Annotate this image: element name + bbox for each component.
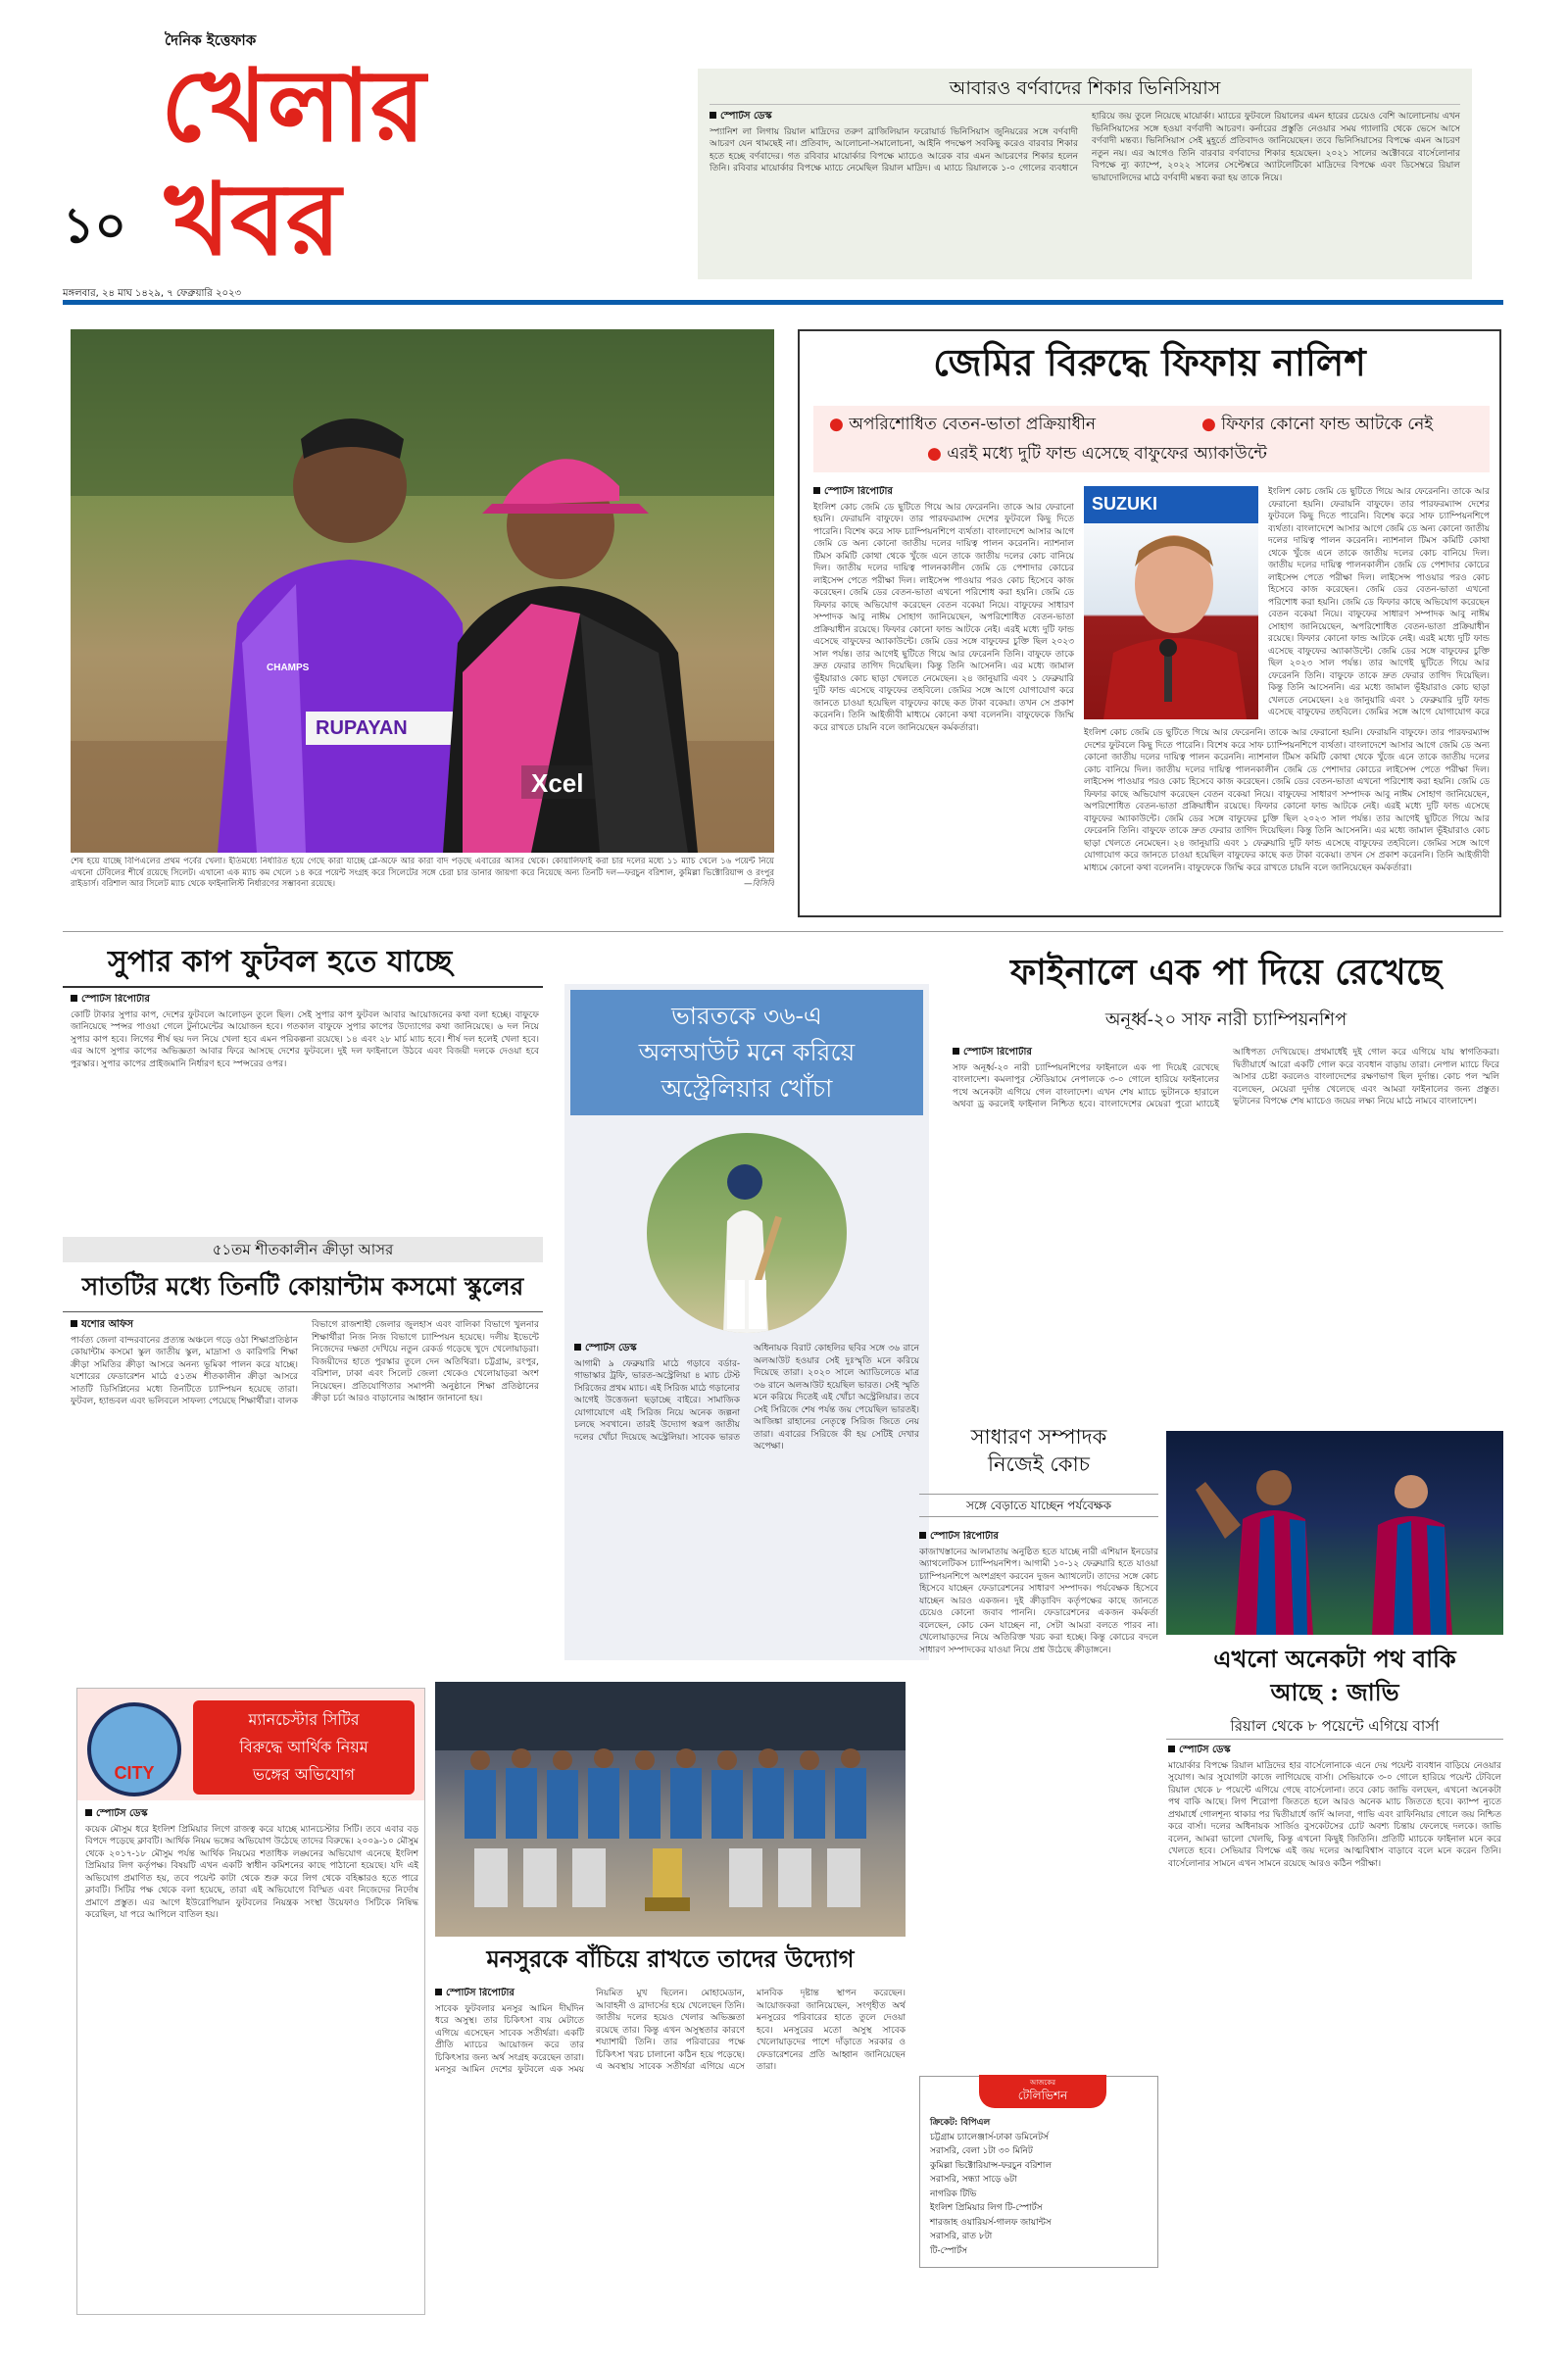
- brand-small: দৈনিক ইত্তেফাক: [165, 31, 257, 49]
- xavi-headline-1: এখনো অনেকটা পথ বাকি: [1213, 1645, 1456, 1673]
- winter-rule: [63, 1311, 543, 1312]
- mansur-story: [435, 1943, 906, 2325]
- section-divider: [63, 931, 1503, 932]
- xavi-subhead: রিয়াল থেকে ৮ পয়েন্টে এগিয়ে বার্সা: [1166, 1715, 1503, 1740]
- saff-byline: স্পোর্টস রিপোর্টার: [953, 1047, 1219, 1059]
- tv-listing: [930, 2116, 1153, 2258]
- cricket-caption-text: শেষ হয়ে যাচ্ছে বিপিএলের প্রথম পর্বের খেলা। ইতিমধ্যে নির্ধারিত হয়ে গেছে কারা যাচ্ছে প্লে-অফে আর কারা বাদ পড়ছে এবারের আসর থেকে। কোয়ালিফাই করা চার দলের মধ্যে ১১ ম্যাচ খেলে ১৬ পয়েন্ট নিয়ে এখনো টেবিলের শীর্ষে রয়েছে সিলেট। এখানো এক ম্যাচ কম খেলে ১৪ করে পয়েন্ট সংগ্রহ করে সিলেটের সঙ্গে চেরা চার ডানার জায়গা করে নিয়েছে অন্য তিনটি দল—ফরচুন বরিশাল, কুমিল্লা ভিক্টোরিয়ান্স ও রংপুর রাইডার্স। বরিশাল আর সিলেট ম্যাচ থেকে ফাইনালিস্ট নির্ধারণের সম্ভাবনা রয়েছে।: [71, 857, 774, 889]
- city-logo-text: CITY: [114, 1763, 155, 1783]
- man-city-headline-2: বিরুদ্ধে আর্থিক নিয়ম: [239, 1738, 368, 1756]
- coach-story: [919, 1423, 1158, 2099]
- jemy-col-bottom: [1084, 727, 1490, 908]
- tv-badge-title: টেলিভিশন: [1017, 2089, 1068, 2102]
- jersey-left-text: RUPAYAN: [316, 717, 408, 739]
- super-cup-text: কোটি টাকার সুপার কাপ, দেশের ফুটবলে আলোড়ন তুলে ছিল। সেই সুপার কাপ ফুটবল আবার আয়োজনের কথা বলা হচ্ছে। বাফুফে জানিয়েছে স্পন্সর পাওয়া গেলে টুর্নামেন্টের আয়োজন হবে। গতকাল বাফুফে সুপার কাপের উদ্যোগের কথা জানিয়েছে। ৬ দল নিয়ে সুপার কাপ হবে। লিগের শীর্ষ ছয় দল নিয়ে খেলা হবে এমন পরিকল্পনা রয়েছে। ১৪ এবং ২৮ মার্চ ম্যাচ হবে। শীর্ষ দল হলেই খেলা হবে। এর আগে সুপার কাপের অভিজ্ঞতা আবার ফিরে আসছে দেশের ফুটবলে। দুই দল ফাইনালে উঠবে এবং বিজয়ী দলকে দেওয়া হবে পুরস্কার। সুপার কাপের প্রাইজমানি নির্ধারণ হবে স্পন্সরের ওপর।: [71, 1009, 539, 1069]
- vinicius-headline: আবারও বর্ণবাদের শিকার ভিনিসিয়াস: [710, 76, 1460, 105]
- australia-headline-2: অলআউট মনে করিয়ে: [638, 1038, 856, 1066]
- tv-line: শারজাহ ওয়ারিয়র্স-গালফ জায়ান্টস: [930, 2217, 1052, 2228]
- jemy-bullet-2-text: ফিফার কোনো ফান্ড আটকে নেই: [1221, 415, 1434, 434]
- super-cup-byline: স্পোর্টস রিপোর্টার: [71, 994, 539, 1007]
- tv-line: ক্রিকেট: বিপিএল: [930, 2118, 991, 2128]
- masthead: [63, 29, 455, 284]
- australia-byline: স্পোর্টস ডেস্ক: [574, 1343, 740, 1355]
- date-line: মঙ্গলবার, ২৪ মাঘ ১৪২৯, ৭ ফেব্রুয়ারি ২০২৩: [63, 288, 241, 299]
- super-cup-rule: [63, 986, 543, 988]
- jemy-col-right: [1268, 486, 1490, 719]
- tv-line: চট্টগ্রাম চ্যালেঞ্জার্স-ঢাকা ডমিনেটর্স: [930, 2132, 1049, 2142]
- super-cup-story: [63, 943, 543, 1237]
- coach-headline-2: নিজেই কোচ: [987, 1452, 1090, 1476]
- man-city-body: [85, 1808, 418, 2308]
- australia-story: [564, 984, 929, 1660]
- players-illustration: [71, 329, 774, 853]
- winter-section-label: ৫১তম শীতকালীন ক্রীড়া আসর: [63, 1237, 543, 1262]
- barcelona-photo: [1166, 1431, 1503, 1635]
- vinicius-story: [698, 69, 1472, 279]
- man-city-story: [76, 1688, 425, 2315]
- jemy-headline: জেমির বিরুদ্ধে ফিফায় নালিশ: [933, 340, 1366, 384]
- cricket-caption: [71, 857, 774, 911]
- photo-credit: —বিসিবি: [744, 879, 774, 889]
- masthead-title-line1: খেলার: [161, 48, 426, 165]
- australia-headline-3: অস্ট্রেলিয়ার খোঁচা: [661, 1074, 833, 1103]
- jemy-photo-text: SUZUKI: [1092, 494, 1157, 514]
- xavi-body: [1168, 1745, 1501, 2327]
- mansur-body: [435, 1988, 906, 2321]
- jemy-text: ইংলিশ কোচ জেমি ডে ছুটিতে গিয়ে আর ফেরেননি। তাকে আর ফেরানো হয়নি। ফেরায়নি বাফুফে। তার পারফরম্যান্স দেশের ফুটবলে কিছু দিতে পারেনি। বিশেষ করে সাফ চ্যাম্পিয়নশিপে ব্যর্থতা। বাংলাদেশে আসার আগে জেমি ডে অন্য কোনো জাতীয় দলের দায়িত্ব পালন করেননি। ন্যাশনাল টিমস কমিটি কোথা থেকে খুঁজে এনে তাকে জাতীয় দলের কোচ বানিয়ে দিল। জাতীয় দলের দায়িত্ব পালনকালীন জেমি ডে পেশাদার কোচের লাইসেন্স পেতে পরীক্ষা দিল। লাইসেন্স পাওয়ার পরও কোচ হিসেবে কাজ করেছেন। জেমি ডের বেতন-ভাতা এখনো পরিশোধ করা হয়নি। জেমি ডে ফিফার কাছে অভিযোগ করেছেন বেতন বকেয়া নিয়ে। বাফুফের সাধারণ সম্পাদক আবু নাঈম সোহাগ জানিয়েছেন, অপরিশোধিত বেতন-ভাতা প্রক্রিয়াধীন রয়েছে। ফিফার কোনো ফান্ড আটকে নেই। এরই মধ্যে দুটি ফান্ড এসেছে বাফুফের অ্যাকাউন্টে। জেমি ডের সঙ্গে বাফুফের চুক্তি ছিল ২০২৩ সাল পর্যন্ত। তার আগেই ছুটিতে গিয়ে আর ফেরেননি তিনি। বাফুফে তাকে দ্রুত ফেরার তাগিদ দিয়েছিল। কিন্তু তিনি আসেননি। এর মধ্যে জামাল ভূঁইয়ারাও কোচ ছাড়া খেলতে নেমেছেন। ২৪ জানুয়ারি এবং ১ ফেব্রুয়ারি দুটি ফান্ড এসেছে বাফুফের তহবিলে। জেমির সঙ্গে আগে যোগাযোগ করে জানতে চাওয়া হয়েছিল বাফুফের কাছে কত টাকা বকেয়া। তখন সে প্রকাশ করেননি। তিনি আইজীবী মাধ্যমে কোনো কথা বলেননি। বাফুফেকে জিম্মি করে রাখতে চায়নি বলে জানিয়েছেন কর্মকর্তারা।: [813, 502, 1074, 733]
- vinicius-text: স্প্যানিশ লা লিগায় রিয়াল মাদ্রিদের তরুণ ব্রাজিলিয়ান ফরোয়ার্ড ভিনিসিয়াস জুনিয়রের সঙ্গে বর্ণবাদী আচরণ যেন থামছেই না। প্রতিবাদ, আলোচনা-সমালোচনা, আইনি পদক্ষেপ সবকিছু করেও বারবার শিকার হতে হচ্ছে বর্ণবাদের। গত রবিবার মায়োর্কার বিপক্ষে ম্যাচেও আরেক বার এমন আচরণের শিকার হলেন তিনি। রবিবার মায়োর্কার বিপক্ষে ম্যাচে নেমেছিল রিয়াল মাদ্রিদ। এ ম্যাচে রিয়ালকে ১-০ গোলের ব্যবধানে হারিয়ে জয় তুলে নিয়েছে মায়োর্কা। ম্যাচের ফুটবলে রিয়ালের এমন হারের চেয়েও বেশি আলোচনায় এখন ভিনিসিয়াসের সঙ্গে হওয়া বর্ণবাদী আচরণ। কর্নারের প্রস্তুতি নেওয়ার সময় গ্যালারি থেকে ভেসে আসে বর্ণবাদী মন্তব্য। ভিনিসিয়াস সেই মুহূর্তে প্রতিবাদও জানিয়েছেন। তবে ভিনিসিয়াসের বিপক্ষে এমন আচরণ নতুন নয়। এর আগেও তিনি বারবার বর্ণবাদের শিকার হয়েছেন। ২০২১ সালের অক্টোবরে বার্সেলোনার বিপক্ষে ন্যু ক্যাম্পে, ২০২২ সালের সেপ্টেম্বরে অ্যাটলেটিকো মাদ্রিদের বিপক্ষে এবং ডিসেম্বরে রিয়াল ভায়াদোলিদের মাঠে বর্ণবাদী মন্তব্য করা হয় তাকে নিয়ে।: [710, 112, 1460, 183]
- jemy-bullet-1-text: অপরিশোধিত বেতন-ভাতা প্রক্রিয়াধীন: [849, 415, 1097, 434]
- batsman-illustration: [647, 1133, 847, 1333]
- vinicius-byline: স্পোর্টস ডেস্ক: [710, 111, 1078, 123]
- man-city-byline: স্পোর্টস ডেস্ক: [85, 1808, 418, 1821]
- barca-players-illustration: [1166, 1431, 1503, 1635]
- cricket-players-photo: [71, 329, 774, 853]
- tv-badge-brand: আজকের: [1030, 2079, 1055, 2087]
- coach-headline-1: সাধারণ সম্পাদক: [970, 1425, 1107, 1449]
- masthead-rule: [63, 300, 1503, 305]
- man-city-headline-1: ম্যানচেস্টার সিটির: [248, 1710, 360, 1729]
- tv-line: সরাসরি, বেলা ১টা ৩০ মিনিট: [930, 2146, 1033, 2156]
- australia-headline-1: ভারতকে ৩৬-এ: [671, 1002, 822, 1030]
- jemy-story: [798, 329, 1501, 917]
- jemy-byline: স্পোর্টস রিপোর্টার: [813, 486, 1074, 499]
- team-illustration: [435, 1682, 906, 1937]
- coach-body: [919, 1531, 1158, 1992]
- man-city-headline-box: [193, 1700, 415, 1795]
- xavi-byline: স্পোর্টস ডেস্ক: [1168, 1745, 1501, 1757]
- australia-body: [574, 1343, 919, 1652]
- saff-subhead: অনূর্ধ্ব-২০ সাফ নারী চ্যাম্পিয়নশিপ: [1104, 1009, 1348, 1030]
- jersey-left-small: CHAMPS: [267, 663, 310, 673]
- coach-byline: স্পোর্টস রিপোর্টার: [919, 1531, 1158, 1544]
- jemy-bullet-1: ● অপরিশোধিত বেতন-ভাতা প্রক্রিয়াধীন: [829, 415, 1097, 434]
- mansur-headline: মনসুরকে বাঁচিয়ে রাখতে তাদের উদ্যোগ: [486, 1944, 855, 1973]
- winter-body: [71, 1319, 539, 1662]
- saff-body: [953, 1047, 1499, 1376]
- winter-sports-story: [63, 1237, 543, 1668]
- jemy-bullet-3-text: এরই মধ্যে দুটি ফান্ড এসেছে বাফুফের অ্যাকাউন্টে: [947, 444, 1267, 464]
- winter-text: পার্বত্য জেলা বান্দরবানের প্রত্যন্ত অঞ্চলে গড়ে ওঠা শিক্ষাপ্রতিষ্ঠান কোয়ান্টাম কসমো স্কুল জাতীয় স্কুল, মাদ্রাসা ও কারিগরি শিক্ষা ক্রীড়া সমিতির ক্রীড়া আসরে অনন্য ভূমিকা পালন করে যাচ্ছে। যশোরের ফেডারেশন মাঠে ৫১তম শীতকালীন ক্রীড়া আসরে সাতটি ডিসিপ্লিনের মধ্যে তিনটিতে চ্যাম্পিয়ন হয়েছে তারা। ফুটবল, হ্যান্ডবল এবং ভলিবলে সাফল্য পেয়েছে শিক্ষার্থীরা। বালক বিভাগে রাজশাহী জেলার জুলহাস এবং বালিকা বিভাগে খুলনার শিক্ষার্থীরা নিজ নিজ বিভাগে চ্যাম্পিয়ন হয়েছে। দলীয় ইভেন্টে নিজেদের দক্ষতা দেখিয়ে নতুন রেকর্ড গড়েছে খুদে খেলোয়াড়রা। বিজয়ীদের হাতে পুরস্কার তুলে দেন অতিথিরা। চট্টগ্রাম, রংপুর, বরিশাল, ঢাকা এবং সিলেট জেলা থেকেও খেলোয়াড়রা অংশ নিয়েছেন। প্রতিযোগিতার সমাপনী অনুষ্ঠানে শিক্ষা প্রতিষ্ঠানের ক্রীড়া চর্চা আরও বাড়ানোর আহ্বান জানানো হয়।: [71, 1320, 539, 1406]
- tv-line: নাগরিক টিভি: [930, 2189, 977, 2199]
- vinicius-body: [710, 111, 1460, 275]
- tv-line: ইংলিশ প্রিমিয়ার লিগ টি-স্পোর্টস: [930, 2203, 1043, 2213]
- jemy-text-bottom: ইংলিশ কোচ জেমি ডে ছুটিতে গিয়ে আর ফেরেননি। তাকে আর ফেরানো হয়নি। ফেরায়নি বাফুফে। তার পারফরম্যান্স দেশের ফুটবলে কিছু দিতে পারেনি। বিশেষ করে সাফ চ্যাম্পিয়নশিপে ব্যর্থতা। বাংলাদেশে আসার আগে জেমি ডে অন্য কোনো জাতীয় দলের দায়িত্ব পালন করেননি। ন্যাশনাল টিমস কমিটি কোথা থেকে খুঁজে এনে তাকে জাতীয় দলের কোচ বানিয়ে দিল। জাতীয় দলের দায়িত্ব পালনকালীন জেমি ডে পেশাদার কোচের লাইসেন্স পেতে পরীক্ষা দিল। লাইসেন্স পাওয়ার পরও কোচ হিসেবে কাজ করেছেন। জেমি ডের বেতন-ভাতা এখনো পরিশোধ করা হয়নি। জেমি ডে ফিফার কাছে অভিযোগ করেছেন বেতন বকেয়া নিয়ে। বাফুফের সাধারণ সম্পাদক আবু নাঈম সোহাগ জানিয়েছেন, অপরিশোধিত বেতন-ভাতা প্রক্রিয়াধীন রয়েছে। ফিফার কোনো ফান্ড আটকে নেই। এরই মধ্যে দুটি ফান্ড এসেছে বাফুফের অ্যাকাউন্টে। জেমি ডের সঙ্গে বাফুফের চুক্তি ছিল ২০২৩ সাল পর্যন্ত। তার আগেই ছুটিতে গিয়ে আর ফেরেননি তিনি। বাফুফে তাকে দ্রুত ফেরার তাগিদ দিয়েছিল। কিন্তু তিনি আসেননি। এর মধ্যে জামাল ভূঁইয়ারাও কোচ ছাড়া খেলতে নেমেছেন। ২৪ জানুয়ারি এবং ১ ফেব্রুয়ারি দুটি ফান্ড এসেছে বাফুফের তহবিলে। জেমির সঙ্গে আগে যোগাযোগ করে জানতে চাওয়া হয়েছিল বাফুফের কাছে কত টাকা বকেয়া। তখন সে প্রকাশ করেননি। তিনি আইজীবী মাধ্যমে কোনো কথা বলেননি। বাফুফেকে জিম্মি করে রাখতে চায়নি বলে জানিয়েছেন কর্মকর্তারা।: [1084, 728, 1490, 873]
- jemy-col-left: [813, 486, 1074, 908]
- super-cup-body: [71, 994, 539, 1190]
- xavi-headline-2: আছে : জাভি: [1270, 1678, 1399, 1706]
- man-city-text: কয়েক মৌসুম ধরে ইংলিশ প্রিমিয়ার লিগে রাজত্ব করে যাচ্ছে ম্যানচেস্টার সিটি। তবে এবার বড় বিপদে পড়েছে ক্লাবটি। আর্থিক নিয়ম ভঙ্গের অভিযোগ উঠেছে তাদের বিরুদ্ধে। ২০০৯-১০ মৌসুম থেকে ২০১৭-১৮ মৌসুম পর্যন্ত আর্থিক নিয়মের শতাধিক লঙ্ঘনের অভিযোগ এনেছে ইংলিশ প্রিমিয়ার লিগ কর্তৃপক্ষ। বিষয়টি এখন একটি স্বাধীন কমিশনের কাছে পাঠানো হয়েছে। যদি এই অভিযোগ প্রমাণিত হয়, তবে পয়েন্ট কাটা থেকে শুরু করে লিগ থেকে বহিষ্কারও হতে পারে ক্লাবটি। সিটির পক্ষ থেকে বলা হয়েছে, তারা এই অভিযোগে বিস্মিত এবং নিজেদের নির্দোষ প্রমাণে প্রস্তুত। এর আগে ইউরোপিয়ান ফুটবলের নিয়ন্ত্রক সংস্থা উয়েফাও সিটিকে নিষিদ্ধ করেছিল, যা পরে আপিলে বাতিল হয়।: [85, 1824, 418, 1920]
- tv-box: [919, 2076, 1158, 2268]
- saff-text: সাফ অনূর্ধ্ব-২০ নারী চ্যাম্পিয়নশিপের ফাইনালে এক পা দিয়েই রেখেছে বাংলাদেশ। কমলাপুর স্টেডিয়ামে নেপালকে ৩-০ গোলে হারিয়ে ফাইনালের পথে অনেকটা এগিয়ে গেল বাংলাদেশ। এখন শেষ ম্যাচে ভুটানকে হারালে অথবা ড্র করলেই ফাইনাল নিশ্চিত হবে। বাংলাদেশের মেয়েরা পুরো ম্যাচেই আধিপত্য দেখিয়েছে। প্রথমার্ধেই দুই গোল করে এগিয়ে যায় স্বাগতিকরা। দ্বিতীয়ার্ধে আরো একটি গোল করে ব্যবধান বাড়ায় তারা। নেপাল ম্যাচে ফিরে আসার চেষ্টা করলেও বাংলাদেশের রক্ষণভাগ ছিল দুর্দান্ত। কোচ পল স্মলি বলেছেন, মেয়েরা দুর্দান্ত খেলেছে এবং আমরা ফাইনালের জন্য প্রস্তুত। ভুটানের বিপক্ষে শেষ ম্যাচেও জয়ের লক্ষ্য নিয়ে মাঠে নামবে বাংলাদেশ।: [953, 1048, 1499, 1109]
- australia-headline-box: [570, 990, 923, 1115]
- xavi-story: [1166, 1643, 1503, 2329]
- jemy-bullet-3: ● এরই মধ্যে দুটি ফান্ড এসেছে বাফুফের অ্যাকাউন্টে: [927, 444, 1267, 464]
- tv-line: কুমিল্লা ভিক্টোরিয়ান্স-ফরচুন বরিশাল: [930, 2160, 1053, 2171]
- team-photo: [435, 1682, 906, 1937]
- jemy-photo: [1084, 486, 1258, 719]
- tv-line: টি-স্পোর্টস: [930, 2245, 967, 2256]
- mansur-text: সাবেক ফুটবলার মনসুর আমিন দীর্ঘদিন ধরে অসুস্থ। তার চিকিৎসা ব্যয় মেটাতে এগিয়ে এসেছেন সাবেক সতীর্থরা। একটি প্রীতি ম্যাচের আয়োজন করে তার চিকিৎসার জন্য অর্থ সংগ্রহ করেছেন তারা। মনসুর আমিন দেশের ফুটবলে এক সময় নিয়মিত মুখ ছিলেন। মোহামেডান, আবাহনী ও ব্রাদার্সের হয়ে খেলেছেন তিনি। জাতীয় দলের হয়েও খেলার অভিজ্ঞতা রয়েছে তার। কিন্তু এখন অসুস্থতার কারণে শয্যাশায়ী তিনি। তার পরিবারের পক্ষে চিকিৎসা খরচ চালানো কঠিন হয়ে পড়েছে। এ অবস্থায় সাবেক সতীর্থরা এগিয়ে এসে মানবিক দৃষ্টান্ত স্থাপন করেছেন। আয়োজকরা জানিয়েছেন, সংগৃহীত অর্থ মনসুরের পরিবারের হাতে তুলে দেওয়া হবে। মনসুরের মতো অসুস্থ সাবেক খেলোয়াড়দের পাশে দাঁড়াতে সরকার ও ফেডারেশনের প্রতি আহ্বান জানিয়েছেন তারা।: [435, 1989, 906, 2075]
- saff-story: [949, 943, 1503, 1384]
- winter-headline: সাতটির মধ্যে তিনটি কোয়ান্টাম কসমো স্কুলের: [81, 1272, 524, 1301]
- coach-text: কাজাখস্তানের আলমাতায় অনুষ্ঠিত হতে যাচ্ছে নারী এশিয়ান ইনডোর অ্যাথলেটিকস চ্যাম্পিয়নশিপ। আগামী ১০-১২ ফেব্রুয়ারি হতে যাওয়া চ্যাম্পিয়নশিপে অংশগ্রহণ করবেন দুজন অ্যাথলেট। তাদের সঙ্গে কোচ হিসেবে যাচ্ছেন ফেডারেশনের সাধারণ সম্পাদক। পর্যবেক্ষক হিসেবে যাচ্ছেন আরও একজন। দুই ক্রীড়াবিদ কর্তৃপক্ষের কাছে জানতে চেয়েও কোনো জবাব পাননি। ফেডারেশনের একজন কর্মকর্তা বলেছেন, কোচ কেন যাচ্ছেন না, সেটা আমরা বলতে পারব না। খেলোয়াড়দের নিয়ে অতিরিক্ত খরচ করা হচ্ছে। কিন্তু কোচের বদলে সাধারণ সম্পাদকের যাওয়া নিয়ে প্রশ্ন উঠেছে ক্রীড়াঙ্গনে।: [919, 1547, 1158, 1655]
- xavi-text: মায়োর্কার বিপক্ষে রিয়াল মাদ্রিদের হার বার্সেলোনাকে এনে দেয় পয়েন্ট ব্যবধান বাড়িয়ে নেওয়ার সুযোগ। আর সুযোগটা কাজে লাগিয়েছে বার্সা। সেভিয়াকে ৩-০ গোলে হারিয়ে পয়েন্ট টেবিলে রিয়াল থেকে ৮ পয়েন্টে এগিয়ে গেছে বার্সেলোনা। তবে কোচ জাভি বলছেন, এখনো অনেকটা পথ বাকি আছে। লিগ শিরোপা জিততে হলে আরও অনেক ম্যাচ জিততে হবে। ক্যাম্প ন্যুতে প্রথমার্ধে গোলশূন্য থাকার পর দ্বিতীয়ার্ধে জর্দি আলবা, গাভি এবং রাফিনিয়ার গোলে জয় নিশ্চিত করে বার্সা। দলের অধিনায়ক সার্জিও বুসকেটসের চোট অবশ্য চিন্তায় ফেলেছে দলকে। জাভি বলেন, আমরা ভালো খেলছি, কিন্তু এখনো কিছুই জিতিনি। প্রতিটি ম্যাচকে ফাইনাল মনে করে খেলতে হবে। সেভিয়ার বিপক্ষে এই জয় দলের আত্মবিশ্বাস বাড়াবে বলে মনে করেন তিনি। বার্সেলোনার সামনে এখন সামনে রয়েছে আরও কঠিন পরীক্ষা।: [1168, 1760, 1501, 1869]
- australia-text: আগামী ৯ ফেব্রুয়ারি মাঠে গড়াবে বর্ডার-গাভাস্কার ট্রফি, ভারত-অস্ট্রেলিয়া ৪ ম্যাচ টেস্ট সিরিজের প্রথম ম্যাচ। এই সিরিজ মাঠে গড়ানোর আগেই উত্তেজনা ছড়াচ্ছে বাইরে। সামাজিক যোগাযোগে এই সিরিজ নিয়ে অনেক জল্পনা চলছে সবখানে। তারই উদ্যোগ স্বরূপ জাতীয় দলের খোঁচা দিয়েছে অস্ট্রেলিয়া। সাবেক ভারত অধিনায়ক বিরাট কোহলির ছবির সঙ্গে ৩৬ রানে অলআউট হওয়ার সেই দুঃস্মৃতি মনে করিয়ে দিয়েছে তারা। ২০২০ সালে অ্যাডিলেডে মাত্র ৩৬ রানে অলআউট হয়েছিল ভারত। সেই স্মৃতি মনে করিয়ে দিতেই এই খোঁচা অস্ট্রেলিয়ার। তবে সেই সিরিজে শেষ পর্যন্ত জয় পেয়েছিল ভারতই। আজিঙ্কা রাহানের নেতৃত্বে সিরিজ জিতে নেয় তারা। এবারের সিরিজে কী হয় সেটিই দেখার অপেক্ষা।: [574, 1344, 919, 1451]
- mansur-byline: স্পোর্টস রিপোর্টার: [435, 1988, 584, 2000]
- tv-badge: [979, 2075, 1106, 2108]
- saff-headline: ফাইনালে এক পা দিয়ে রেখেছে: [1010, 952, 1442, 993]
- jemy-bullet-2: ● ফিফার কোনো ফান্ড আটকে নেই: [1201, 415, 1434, 434]
- coach-subhead: সঙ্গে বেড়াতে যাচ্ছেন পর্যবেক্ষক: [919, 1494, 1158, 1517]
- tv-line: সরাসরি, সন্ধ্যা সাড়ে ৬টা: [930, 2175, 1017, 2185]
- jemy-text-right: ইংলিশ কোচ জেমি ডে ছুটিতে গিয়ে আর ফেরেননি। তাকে আর ফেরানো হয়নি। ফেরায়নি বাফুফে। তার পারফরম্যান্স দেশের ফুটবলে কিছু দিতে পারেনি। বিশেষ করে সাফ চ্যাম্পিয়নশিপে ব্যর্থতা। বাংলাদেশে আসার আগে জেমি ডে অন্য কোনো জাতীয় দলের দায়িত্ব পালন করেননি। ন্যাশনাল টিমস কমিটি কোথা থেকে খুঁজে এনে তাকে জাতীয় দলের কোচ বানিয়ে দিল। জাতীয় দলের দায়িত্ব পালনকালীন জেমি ডে পেশাদার কোচের লাইসেন্স পেতে পরীক্ষা দিল। লাইসেন্স পাওয়ার পরও কোচ হিসেবে কাজ করেছেন। জেমি ডের বেতন-ভাতা এখনো পরিশোধ করা হয়নি। জেমি ডে ফিফার কাছে অভিযোগ করেছেন বেতন বকেয়া নিয়ে। বাফুফের সাধারণ সম্পাদক আবু নাঈম সোহাগ জানিয়েছেন, অপরিশোধিত বেতন-ভাতা প্রক্রিয়াধীন রয়েছে। ফিফার কোনো ফান্ড আটকে নেই। এরই মধ্যে দুটি ফান্ড এসেছে বাফুফের অ্যাকাউন্টে। জেমি ডের সঙ্গে বাফুফের চুক্তি ছিল ২০২৩ সাল পর্যন্ত। তার আগেই ছুটিতে গিয়ে আর ফেরেননি তিনি। বাফুফে তাকে দ্রুত ফেরার তাগিদ দিয়েছিল। কিন্তু তিনি আসেননি। এর মধ্যে জামাল ভূঁইয়ারাও কোচ ছাড়া খেলতে নেমেছেন। ২৪ জানুয়ারি এবং ১ ফেব্রুয়ারি দুটি ফান্ড এসেছে বাফুফের তহবিলে। জেমির সঙ্গে আগে যোগাযোগ করে: [1268, 487, 1490, 717]
- tv-line: সরাসরি, রাত ৮টা: [930, 2232, 993, 2241]
- kohli-photo: [647, 1133, 847, 1333]
- jemy-illustration: [1084, 486, 1258, 719]
- masthead-title-line2: খবর: [165, 162, 341, 278]
- super-cup-headline: সুপার কাপ ফুটবল হতে যাচ্ছে: [108, 945, 453, 979]
- jersey-right-text: Xcel: [531, 768, 584, 798]
- page-number: ১০: [63, 197, 126, 254]
- man-city-headline-3: ভঙ্গের অভিযোগ: [253, 1765, 355, 1784]
- winter-byline: যশোর অফিস: [71, 1319, 298, 1332]
- city-logo: [87, 1702, 181, 1796]
